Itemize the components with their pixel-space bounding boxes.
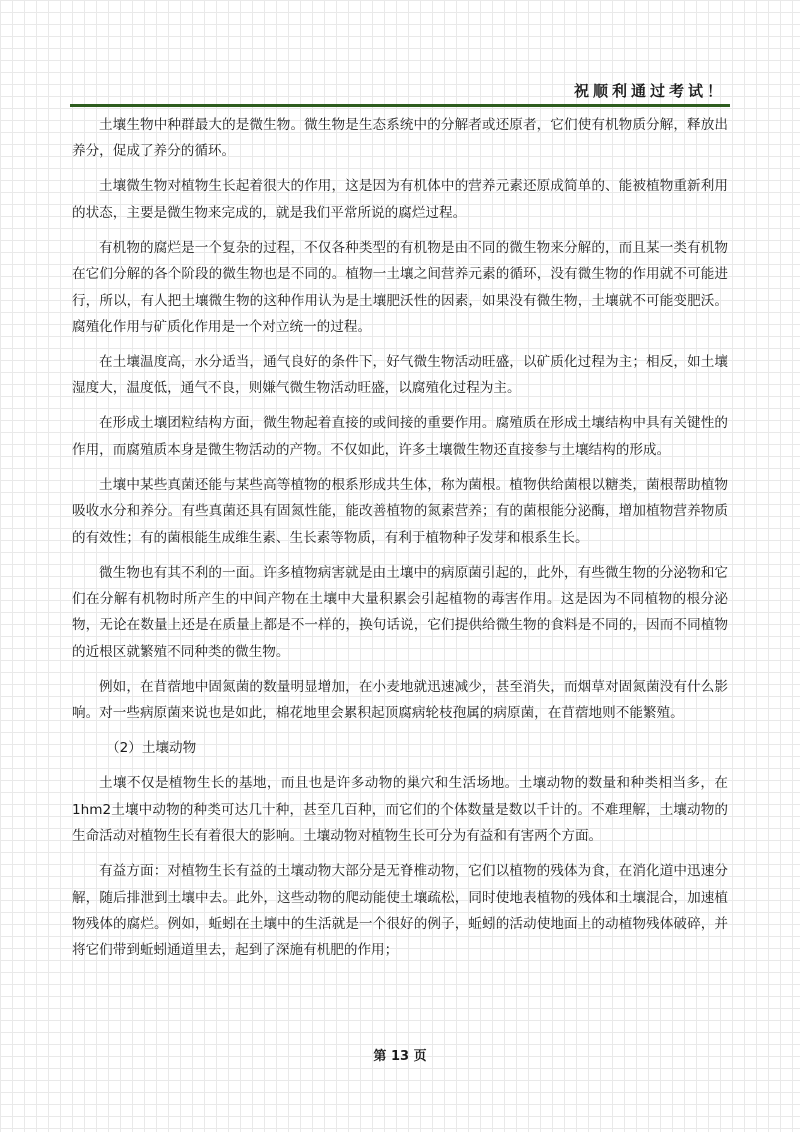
paragraph: 在土壤温度高，水分适当，通气良好的条件下，好气微生物活动旺盛，以矿质化过程为主；相反，如土壤湿度大，温度低，通气不良，则嫌气微生物活动旺盛，以腐殖化过程为主。 bbox=[72, 354, 728, 397]
paragraph: 有机物的腐烂是一个复杂的过程，不仅各种类型的有机物是由不同的微生物来分解的，而且某一类有机物在它们分解的各个阶段的微生物也是不同的。植物一土壤之间营养元素的循环，没有微生物的作用就不可能进行，所以，有人把土壤微生物的这种作用认为是土壤肥沃性的因素，如果没有微生物，土壤就不可能变肥沃。腐殖化作用与矿质化作用是一个对立统一的过程。 bbox=[72, 239, 728, 336]
paragraph: 土壤中某些真菌还能与某些高等植物的根系形成共生体，称为菌根。植物供给菌根以糖类，菌根帮助植物吸收水分和养分。有些真菌还具有固氮性能，能改善植物的氮素营养；有的菌根能分泌酶，增加植物营养物质的有效性；有的菌根能生成维生素、生长素等物质，有利于植物种子发芽和根系生长。 bbox=[72, 476, 728, 546]
paragraph: 微生物也有其不利的一面。许多植物病害就是由土壤中的病原菌引起的，此外，有些微生物的分泌物和它们在分解有机物时所产生的中间产物在土壤中大量积累会引起植物的毒害作用。这是因为不同植物的根分泌物，无论在数量上还是在质量上都是不一样的，换句话说，它们提供给微生物的食料是不同的，因而不同植物的近根区就繁殖不同种类的微生物。 bbox=[72, 564, 728, 660]
section-subheading: （2）土壤动物 bbox=[106, 740, 197, 757]
paragraph: 土壤不仅是植物生长的基地，而且也是许多动物的巢穴和生活场地。土壤动物的数量和种类相当多，在1hm2土壤中动物的种类可达几十种，甚至几百种，而它们的个体数量是数以千计的。不难理解，土壤动物的生命活动对植物生长有着很大的影响。土壤动物对植物生长可分为有益和有害两个方面。 bbox=[72, 775, 728, 845]
header-divider bbox=[70, 104, 730, 107]
paragraph: 土壤微生物对植物生长起着很大的作用，这是因为有机体中的营养元素还原成简单的、能被植物重新利用的状态，主要是微生物来完成的，就是我们平常所说的腐烂过程。 bbox=[72, 178, 728, 221]
body-text bbox=[72, 112, 728, 972]
paragraph: 有益方面：对植物生长有益的土壤动物大部分是无脊椎动物，它们以植物的残体为食，在消化道中迅速分解，随后排泄到土壤中去。此外，这些动物的爬动能使土壤疏松，同时使地表植物的残体和土壤混合，加速植物残体的腐烂。例如，蚯蚓在土壤中的生活就是一个很好的例子，蚯蚓的活动使地面上的动植物残体破碎，并将它们带到蚯蚓通道里去，起到了深施有机肥的作用； bbox=[72, 863, 728, 959]
paragraph: 在形成土壤团粒结构方面，微生物起着直接的或间接的重要作用。腐殖质在形成土壤结构中具有关键性的作用，而腐殖质本身是微生物活动的产物。不仅如此，许多土壤微生物还直接参与土壤结构的形成。 bbox=[72, 415, 728, 458]
paragraph: 土壤生物中种群最大的是微生物。微生物是生态系统中的分解者或还原者，它们使有机物质分解，释放出养分，促成了养分的循环。 bbox=[72, 117, 728, 160]
paragraph: 例如，在苜蓿地中固氮菌的数量明显增加，在小麦地就迅速减少，甚至消失，而烟草对固氮菌没有什么影响。对一些病原菌来说也是如此，棉花地里会累积起顶腐病轮枝孢属的病原菌，在苜蓿地则不能繁殖。 bbox=[72, 678, 728, 722]
header-slogan: 祝顺利通过考试！ bbox=[573, 82, 726, 100]
page-number: 第 13 页 bbox=[373, 1049, 427, 1064]
